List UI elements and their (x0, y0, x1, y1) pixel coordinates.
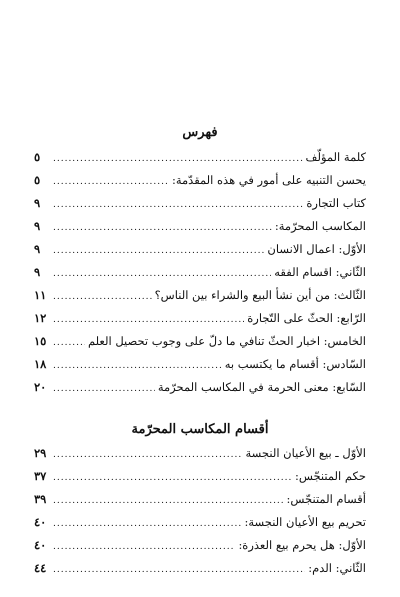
toc-entry[interactable] (34, 146, 366, 169)
toc-entry[interactable] (34, 511, 366, 534)
toc-entry[interactable] (34, 261, 366, 284)
dot-leader (53, 513, 241, 536)
dot-leader (53, 490, 284, 513)
toc-entry-page-number: ١٢ (34, 311, 47, 325)
toc-entry[interactable] (34, 330, 366, 353)
toc-entry-page-number: ٢٩ (34, 446, 47, 460)
toc-entry[interactable] (34, 442, 366, 465)
toc-entry-title: الخامس: اخبار الحثّ تنافي ما دلّ على وجوب تحصيل العلم (87, 334, 366, 348)
toc-entry-page-number: ٤٠ (34, 515, 47, 529)
toc-entry-title: الثّاني: اقسام الفقه (274, 265, 366, 279)
toc-entry-title: أقسام المتنجّس: (286, 492, 366, 506)
toc-entry-title: الأوّل: اعمال الانسان (267, 242, 366, 256)
toc-entry-title: السّادس: أقسام ما يكتسب به (224, 357, 366, 371)
toc-entry-title: الثّالث: من أين نشأ البيع والشراء بين الناس؟ (154, 288, 366, 302)
dot-leader (53, 355, 222, 378)
toc-entry-title: المكاسب المحرّمة: (274, 219, 366, 233)
toc-entry-page-number: ٣٧ (34, 469, 47, 483)
toc-entry[interactable] (34, 192, 366, 215)
toc-entry-title: السّابع: معنى الحرمة في المكاسب المحرّمة (157, 380, 366, 394)
toc-title: فهرس (182, 125, 218, 140)
toc-entry-title: الرّابع: الحثّ على التّجارة (247, 311, 366, 325)
toc-entry-page-number: ١١ (34, 288, 47, 302)
toc-entry-title: حكم المتنجّس: (294, 469, 366, 483)
toc-entry-page-number: ٩ (34, 219, 41, 233)
toc-entry[interactable] (34, 376, 366, 399)
toc-entry[interactable] (34, 284, 366, 307)
dot-leader (53, 467, 292, 490)
dot-leader (53, 309, 244, 332)
toc-entry-page-number: ٩ (34, 265, 41, 279)
dot-leader (53, 536, 235, 559)
dot-leader (53, 263, 271, 286)
toc-entry-title: الأوّل: هل يحرم بيع العذرة: (238, 538, 366, 552)
dot-leader (53, 171, 169, 194)
toc-entry[interactable] (34, 353, 366, 376)
toc-entry-title: تحريم بيع الأعيان النجسة: (244, 515, 366, 529)
dot-leader (53, 332, 85, 355)
toc-entry-page-number: ١٨ (34, 357, 47, 371)
toc-entry[interactable] (34, 488, 366, 511)
toc-entry-title: الأوّل ـ بيع الأعيان النجسة (245, 446, 366, 460)
dot-leader (53, 559, 305, 582)
dot-leader (53, 148, 303, 171)
toc-entry-page-number: ٣٩ (34, 492, 47, 506)
toc-entry[interactable] (34, 215, 366, 238)
toc-entry-page-number: ٥ (34, 173, 41, 187)
toc-list-forbidden-earnings (34, 442, 366, 580)
toc-entry[interactable] (34, 169, 366, 192)
dot-leader (53, 194, 303, 217)
toc-entry[interactable] (34, 557, 366, 580)
toc-entry[interactable] (34, 534, 366, 557)
section-heading: أقسام المكاسب المحرّمة (131, 422, 269, 437)
dot-leader (53, 240, 264, 263)
dot-leader (53, 217, 272, 240)
dot-leader (53, 444, 243, 467)
dot-leader (53, 286, 152, 309)
toc-list (34, 146, 366, 399)
toc-entry-page-number: ٩ (34, 196, 41, 210)
toc-entry-title: الثّاني: الدم: (308, 561, 366, 575)
dot-leader (53, 378, 155, 401)
toc-entry-page-number: ٩ (34, 242, 41, 256)
toc-entry[interactable] (34, 238, 366, 261)
toc-entry-page-number: ٢٠ (34, 380, 47, 394)
toc-entry-page-number: ٥ (34, 150, 41, 164)
toc-entry[interactable] (34, 307, 366, 330)
toc-entry-page-number: ٤٠ (34, 538, 47, 552)
toc-entry-page-number: ١٥ (34, 334, 47, 348)
toc-entry-title: كتاب التجارة (306, 196, 366, 210)
toc-entry-title: كلمة المؤلّف (305, 150, 366, 164)
toc-entry-title: يحسن التنبيه على أمور في هذه المقدّمة: (171, 173, 366, 187)
toc-entry-page-number: ٤٤ (34, 561, 47, 575)
toc-entry[interactable] (34, 465, 366, 488)
